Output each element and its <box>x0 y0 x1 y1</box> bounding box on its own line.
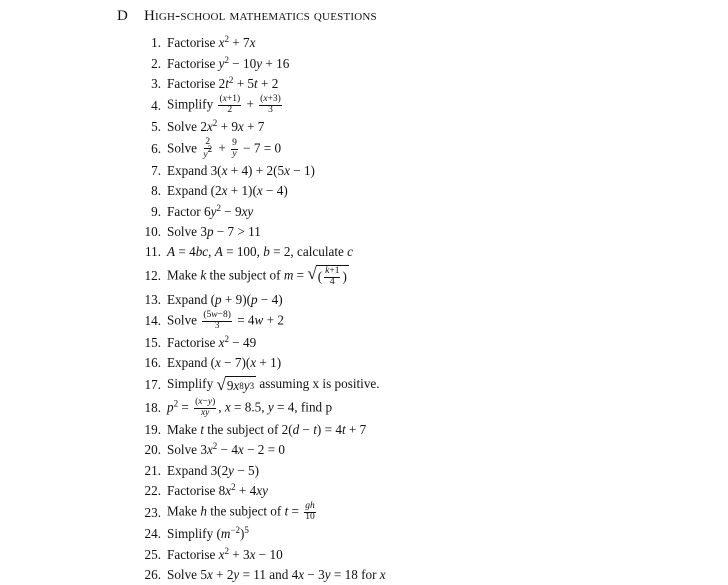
question-number: 14. <box>144 313 161 329</box>
question-item <box>136 397 696 420</box>
question-text: Solve $2x^2 + 9x + 7$ <box>167 118 265 135</box>
question-text: Factor $6y^2 - 9xy$ <box>167 202 254 219</box>
question-text: Simplify √ 9 x 8 y 3 assuming x is positive. <box>167 375 380 395</box>
question-text: $p^2$ = $\frac{(x-y)}{xy}$ , x = 8.5, y = 4, find p <box>167 396 333 418</box>
question-text: Make t the subject of 2(d − t) = 4t + 7 <box>167 421 367 437</box>
question-number: 10. <box>144 223 161 239</box>
question-item <box>136 310 696 333</box>
question-item <box>136 161 696 181</box>
question-item <box>136 481 696 501</box>
question-text: Expand (x − 7)(x + 1) <box>167 355 282 371</box>
question-number: 24. <box>144 526 161 542</box>
question-item <box>136 222 696 242</box>
question-item <box>136 374 696 397</box>
question-number: 26. <box>144 567 161 583</box>
question-item <box>136 460 696 480</box>
question-text: Make h the subject of t = $\frac{gh}{10}$ <box>167 501 315 523</box>
question-number: 12. <box>144 268 161 284</box>
section-heading <box>117 8 377 25</box>
question-item <box>136 290 696 310</box>
question-item <box>136 94 696 117</box>
question-text: Solve $3x^2 - 4x - 2 = 0$ <box>167 441 286 458</box>
question-item <box>136 33 696 53</box>
question-text: Simplify $\frac{(x+1)}{2}$ + $\frac{(x+3)}{3}$ <box>167 94 281 116</box>
question-item <box>136 545 696 565</box>
question-number: 20. <box>144 442 161 458</box>
question-item <box>136 181 696 201</box>
section-letter: D <box>117 8 129 24</box>
question-item <box>136 201 696 221</box>
question-item <box>136 565 696 585</box>
question-item <box>136 117 696 137</box>
question-number: 3. <box>151 75 161 91</box>
question-item <box>136 501 696 524</box>
question-item <box>136 138 696 161</box>
question-item <box>136 420 696 440</box>
question-number: 16. <box>144 355 161 371</box>
question-number: 17. <box>144 377 161 393</box>
question-number: 7. <box>151 162 161 178</box>
question-item <box>136 353 696 373</box>
question-item <box>136 333 696 353</box>
question-text: Factorise $2t^2 + 5t + 2$ <box>167 74 279 91</box>
question-text: Expand 3(2y − 5) <box>167 462 260 478</box>
question-text: Simplify $(m^{-2})^5$ <box>167 525 249 542</box>
question-number: 19. <box>144 421 161 437</box>
question-number: 22. <box>144 483 161 499</box>
question-text: Factorise $x^2 + 3x - 10$ <box>167 545 283 562</box>
question-number: 1. <box>151 35 161 51</box>
question-number: 8. <box>151 183 161 199</box>
question-item <box>136 263 696 290</box>
question-item <box>136 242 696 262</box>
question-number: 2. <box>151 55 161 71</box>
question-number: 13. <box>144 291 161 307</box>
question-number: 21. <box>144 462 161 478</box>
question-item <box>136 440 696 460</box>
question-number: 11. <box>145 244 161 260</box>
question-text: Solve $\frac{2}{y^2}$ + $\frac{9}{y}$ − 7 = 0 <box>167 136 282 160</box>
question-text: Factorise $8x^2 + 4xy$ <box>167 482 268 499</box>
question-number: 18. <box>144 400 161 416</box>
question-text: Expand (2x + 1)(x − 4) <box>167 183 288 199</box>
question-text: Factorise $x^2 + 7x$ <box>167 34 256 51</box>
question-number: 4. <box>151 97 161 113</box>
question-text: A = 4bc, A = 100, b = 2, calculate c <box>167 244 354 260</box>
question-number: 15. <box>144 335 161 351</box>
question-text: Solve $\frac{(5w-8)}{3}$ = 4w + 2 <box>167 309 284 331</box>
question-number: 5. <box>151 119 161 135</box>
question-number: 6. <box>151 141 161 157</box>
section-title: High-school mathematics questions <box>144 8 377 24</box>
question-number: 25. <box>144 546 161 562</box>
question-item <box>136 74 696 94</box>
question-text: Make k the subject of m = √ ( $\frac{k+1}{4}$ ) <box>167 263 347 287</box>
question-text: Expand 3(x + 4) + 2(5x − 1) <box>167 162 315 178</box>
question-number: 9. <box>151 203 161 219</box>
question-list <box>136 33 696 585</box>
question-number: 23. <box>144 504 161 520</box>
question-text: Expand (p + 9)(p − 4) <box>167 291 283 307</box>
question-text: Solve 5x + 2y = 11 and 4x − 3y = 18 for x <box>167 567 386 583</box>
question-text: Factorise $x^2 - 49$ <box>167 334 257 351</box>
question-item <box>136 53 696 73</box>
question-item <box>136 524 696 544</box>
question-text: Solve 3p − 7 > 11 <box>167 223 261 239</box>
question-text: Factorise $y^2 - 10y + 16$ <box>167 54 290 71</box>
